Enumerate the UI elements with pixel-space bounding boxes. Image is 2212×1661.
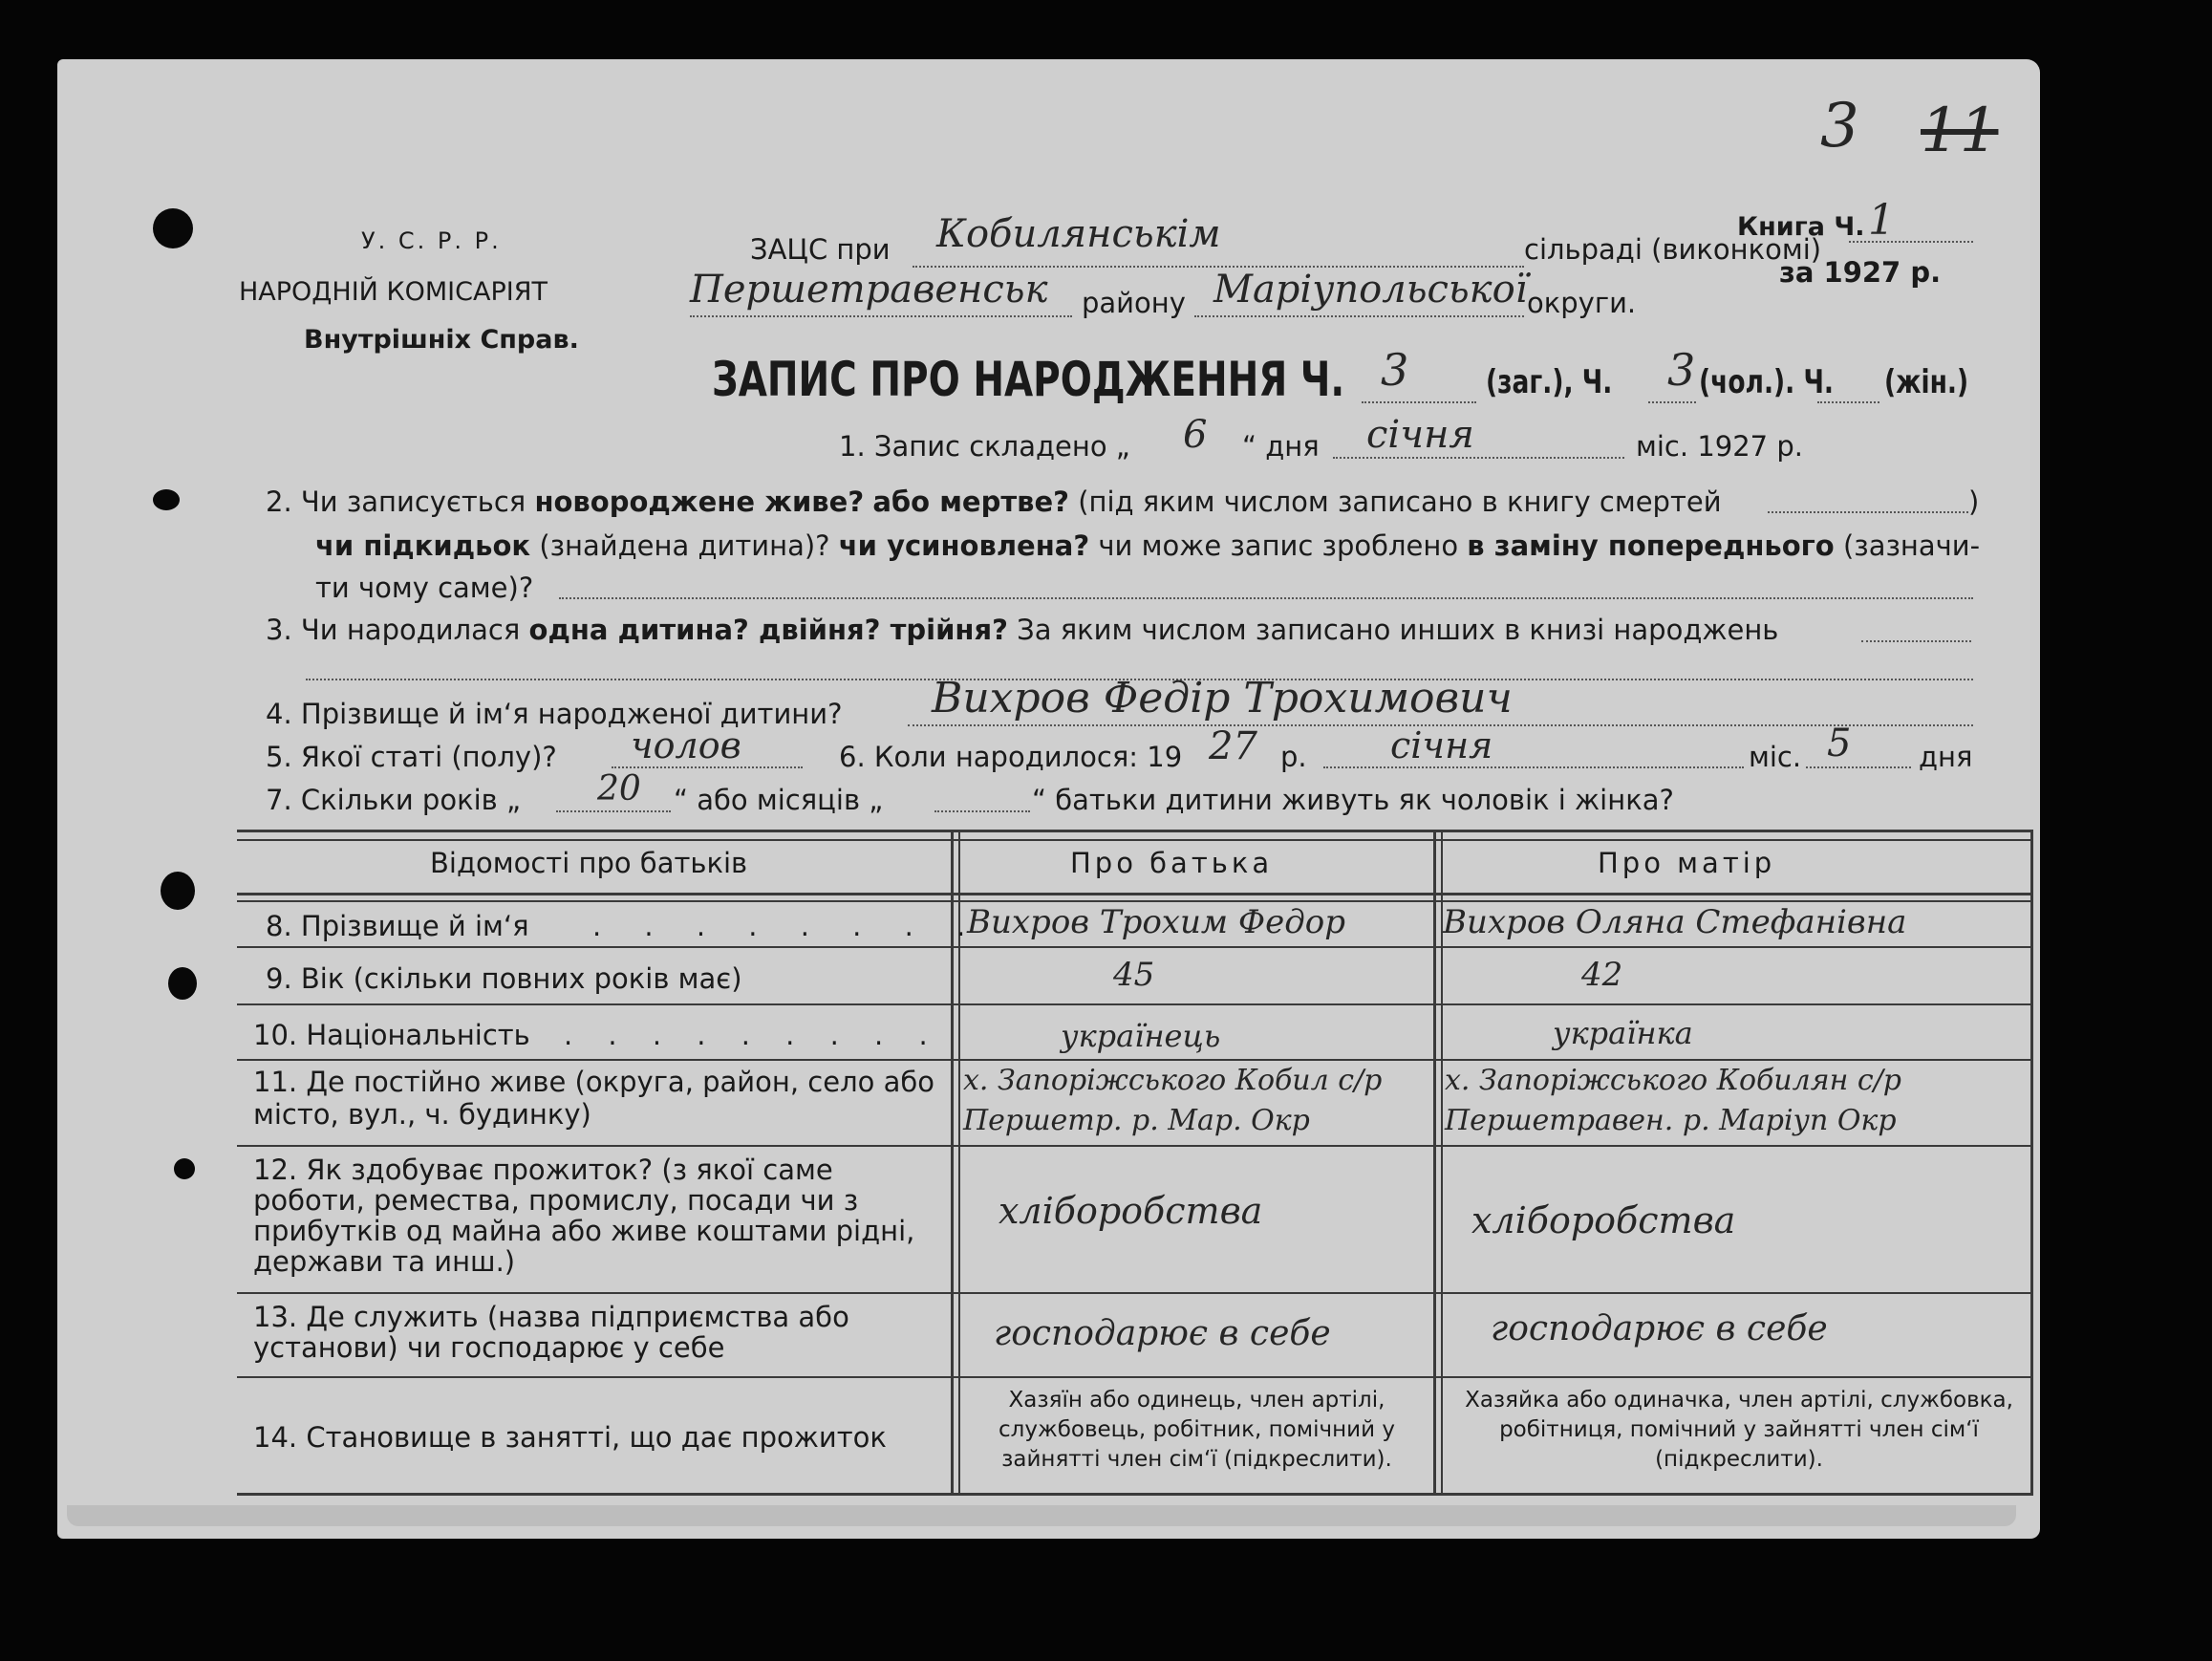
table-rule [237,830,2033,832]
table-rule [237,839,2033,841]
table-rule [237,946,2033,948]
item2-bold: або мертве? [872,485,1069,518]
birth-day: 5 [1827,722,1852,766]
mother-livelihood: хліборобства [1471,1199,1736,1241]
table-rule [237,1376,2033,1378]
mother-residence: х. Запоріжського Кобилян с/р Першетравен. р. Маріуп Окр [1445,1064,1902,1137]
item6-mis: міс. [1749,741,1802,773]
item1-day: 6 [1183,413,1208,457]
item6-dnia: дня [1919,741,1973,773]
father-livelihood: хліборобства [999,1190,1263,1232]
item2-text: (під яким числом записано в книгу смертей [1078,485,1722,518]
item3-line-fill [1861,640,1971,642]
header-ministry: Внутрішніх Справ. [304,325,579,355]
sheet-bottom-edge [67,1505,2016,1526]
item6-p: р. [1280,741,1307,773]
child-name: Вихров Федір Трохимович [932,674,1513,723]
item3-text: За яким числом записано инших в книзі народжень [1017,614,1779,646]
father-name: Вихров Трохим Федор [967,903,1345,941]
mother-name: Вихров Оляна Стефанівна [1443,903,1907,941]
female-label: (жін.) [1884,363,1969,401]
column-header: Про батька [1070,847,1274,879]
row-label: 14. Становище в занятті, що дає прожиток [253,1421,887,1454]
district-line [690,315,1072,317]
sex-value: чолов [631,724,741,766]
birth-year: 27 [1209,724,1257,768]
item5-label: 5. Якої статі (полу)? [266,741,557,773]
father-age: 45 [1113,956,1155,994]
silradi-label: сільраді (виконкомі) [1524,233,1822,266]
item7-tail: “ батьки дитини живуть як чоловік і жінка? [1032,784,1674,816]
mother-nationality: українка [1553,1015,1693,1051]
table-rule [237,1292,2033,1294]
total-line [1362,401,1476,403]
years-value: 20 [597,769,641,809]
item2-bold: новороджене живе? [534,485,865,518]
okruga-line [1194,315,1524,317]
item2-paren: ) [1968,485,1980,518]
punch-hole [153,489,180,510]
column-header: Про матір [1598,847,1776,879]
mother-age: 42 [1581,956,1623,994]
male-line [1648,401,1696,403]
item6-label: 6. Коли народилося: 19 [839,741,1183,773]
death-record-line [1768,511,1968,513]
item1-month-line [1333,457,1624,459]
punch-hole [168,967,197,1000]
item1-month: січня [1366,413,1474,457]
archive-mark: 11 [1921,96,1999,166]
book-year: за 1927 р. [1779,256,1942,289]
item4-label: 4. Прізвище й ім‘я народженої дитини? [266,698,843,730]
header-country: У. С. Р. Р. [361,227,502,254]
okruga-value: Маріупольської [1213,268,1528,312]
book-label: Книга Ч. [1737,212,1865,242]
item2-reason-line [559,597,1973,599]
years-line [556,810,671,812]
item3-line [266,614,1778,646]
item2-bold: чи усиновлена? [838,529,1090,562]
column-header: Відомості про батьків [430,847,748,879]
header-commissariat: НАРОДНІЙ КОМІСАРІЯТ [239,277,548,307]
item2-bold: в заміну попереднього [1467,529,1835,562]
district-value: Першетравенськ [690,268,1048,312]
dot-leader: . . . . . . . . . [564,1019,941,1051]
item1-mid: “ дня [1242,430,1320,463]
table-rule [1433,830,1436,1496]
row-label: 11. Де постійно живе (округа, район, село або місто, вул., ч. будинку) [253,1066,934,1131]
months-line [934,810,1030,812]
zags-label: ЗАЦС при [750,233,891,266]
row-label: 9. Вік (скільки повних років має) [266,962,742,995]
punch-hole [161,872,195,910]
sex-line [612,766,803,768]
male-number: 3 [1667,344,1696,396]
row-label: 13. Де служить (назва підприємства або установи) чи господарює у себе [253,1301,849,1364]
total-label: (заг.), Ч. [1486,363,1613,401]
item2-line3: ти чому саме)? [315,572,534,604]
rayonu-label: району [1082,287,1186,319]
item2-text: чи може запис зроблено [1098,529,1459,562]
table-rule [237,893,2033,895]
mother-status-options: Хазяйка або одиначка, член артілі, службовка, робітниця, помічний у зайнятті член сім‘ї (підкреслити). [1465,1388,2013,1472]
row-label: 10. Національність [253,1019,530,1051]
table-rule [237,1145,2033,1147]
table-rule [2030,830,2033,1496]
item2-bold: чи підкидьок [315,529,531,562]
item3-text: 3. Чи народилася [266,614,521,646]
archive-mark: 3 [1820,91,1859,162]
father-residence: х. Запоріжського Кобил с/р Першетр. р. Мар. Окр [963,1064,1383,1137]
village-value: Кобилянськім [936,212,1221,256]
row-label: 8. Прізвище й ім‘я [266,910,529,942]
book-line [1849,241,1973,243]
punch-hole [174,1158,195,1179]
table-rule [237,1003,2033,1005]
row-label: 12. Як здобуває прожиток? (з якої саме роботи, ремества, промислу, посади чи з прибутків од майна або живе коштами рідні, держави та инш.) [253,1154,915,1278]
total-number: 3 [1381,344,1409,396]
birth-day-line [1806,766,1911,768]
table-rule [237,900,2033,902]
female-line [1817,401,1879,403]
item2-text: 2. Чи записується [266,485,526,518]
item2-text: (знайдена дитина)? [539,529,830,562]
book-number: 1 [1868,196,1895,245]
item1-tail: міс. 1927 р. [1636,430,1803,463]
male-label: (чол.). Ч. [1699,363,1834,401]
punch-hole [153,208,193,248]
mother-employment: господарює в себе [1491,1309,1828,1348]
item3-bold: одна дитина? двійня? трійня? [528,614,1008,646]
item2-line2 [315,529,1980,562]
item7-label: 7. Скільки років „ [266,784,521,816]
okrugy-label: округи. [1527,287,1637,319]
item1-label: 1. Запис складено „ [839,430,1130,463]
birth-month: січня [1390,724,1493,766]
item7-mid: “ або місяців „ [674,784,884,816]
item2-text: (зазначи- [1842,529,1981,562]
father-status-options: Хазяїн або одинець, член артілі, службовець, робітник, помічний у зайнятті член сім‘ї (підкреслити). [999,1388,1395,1472]
father-employment: господарює в себе [994,1314,1331,1353]
table-rule [237,1493,2033,1496]
father-nationality: українець [1061,1018,1221,1054]
dot-leader: . . . . . . . . [592,910,983,942]
item2-line1 [266,485,1722,518]
record-title: ЗАПИС ПРО НАРОДЖЕННЯ Ч. [712,352,1345,407]
birth-month-line [1323,766,1744,768]
